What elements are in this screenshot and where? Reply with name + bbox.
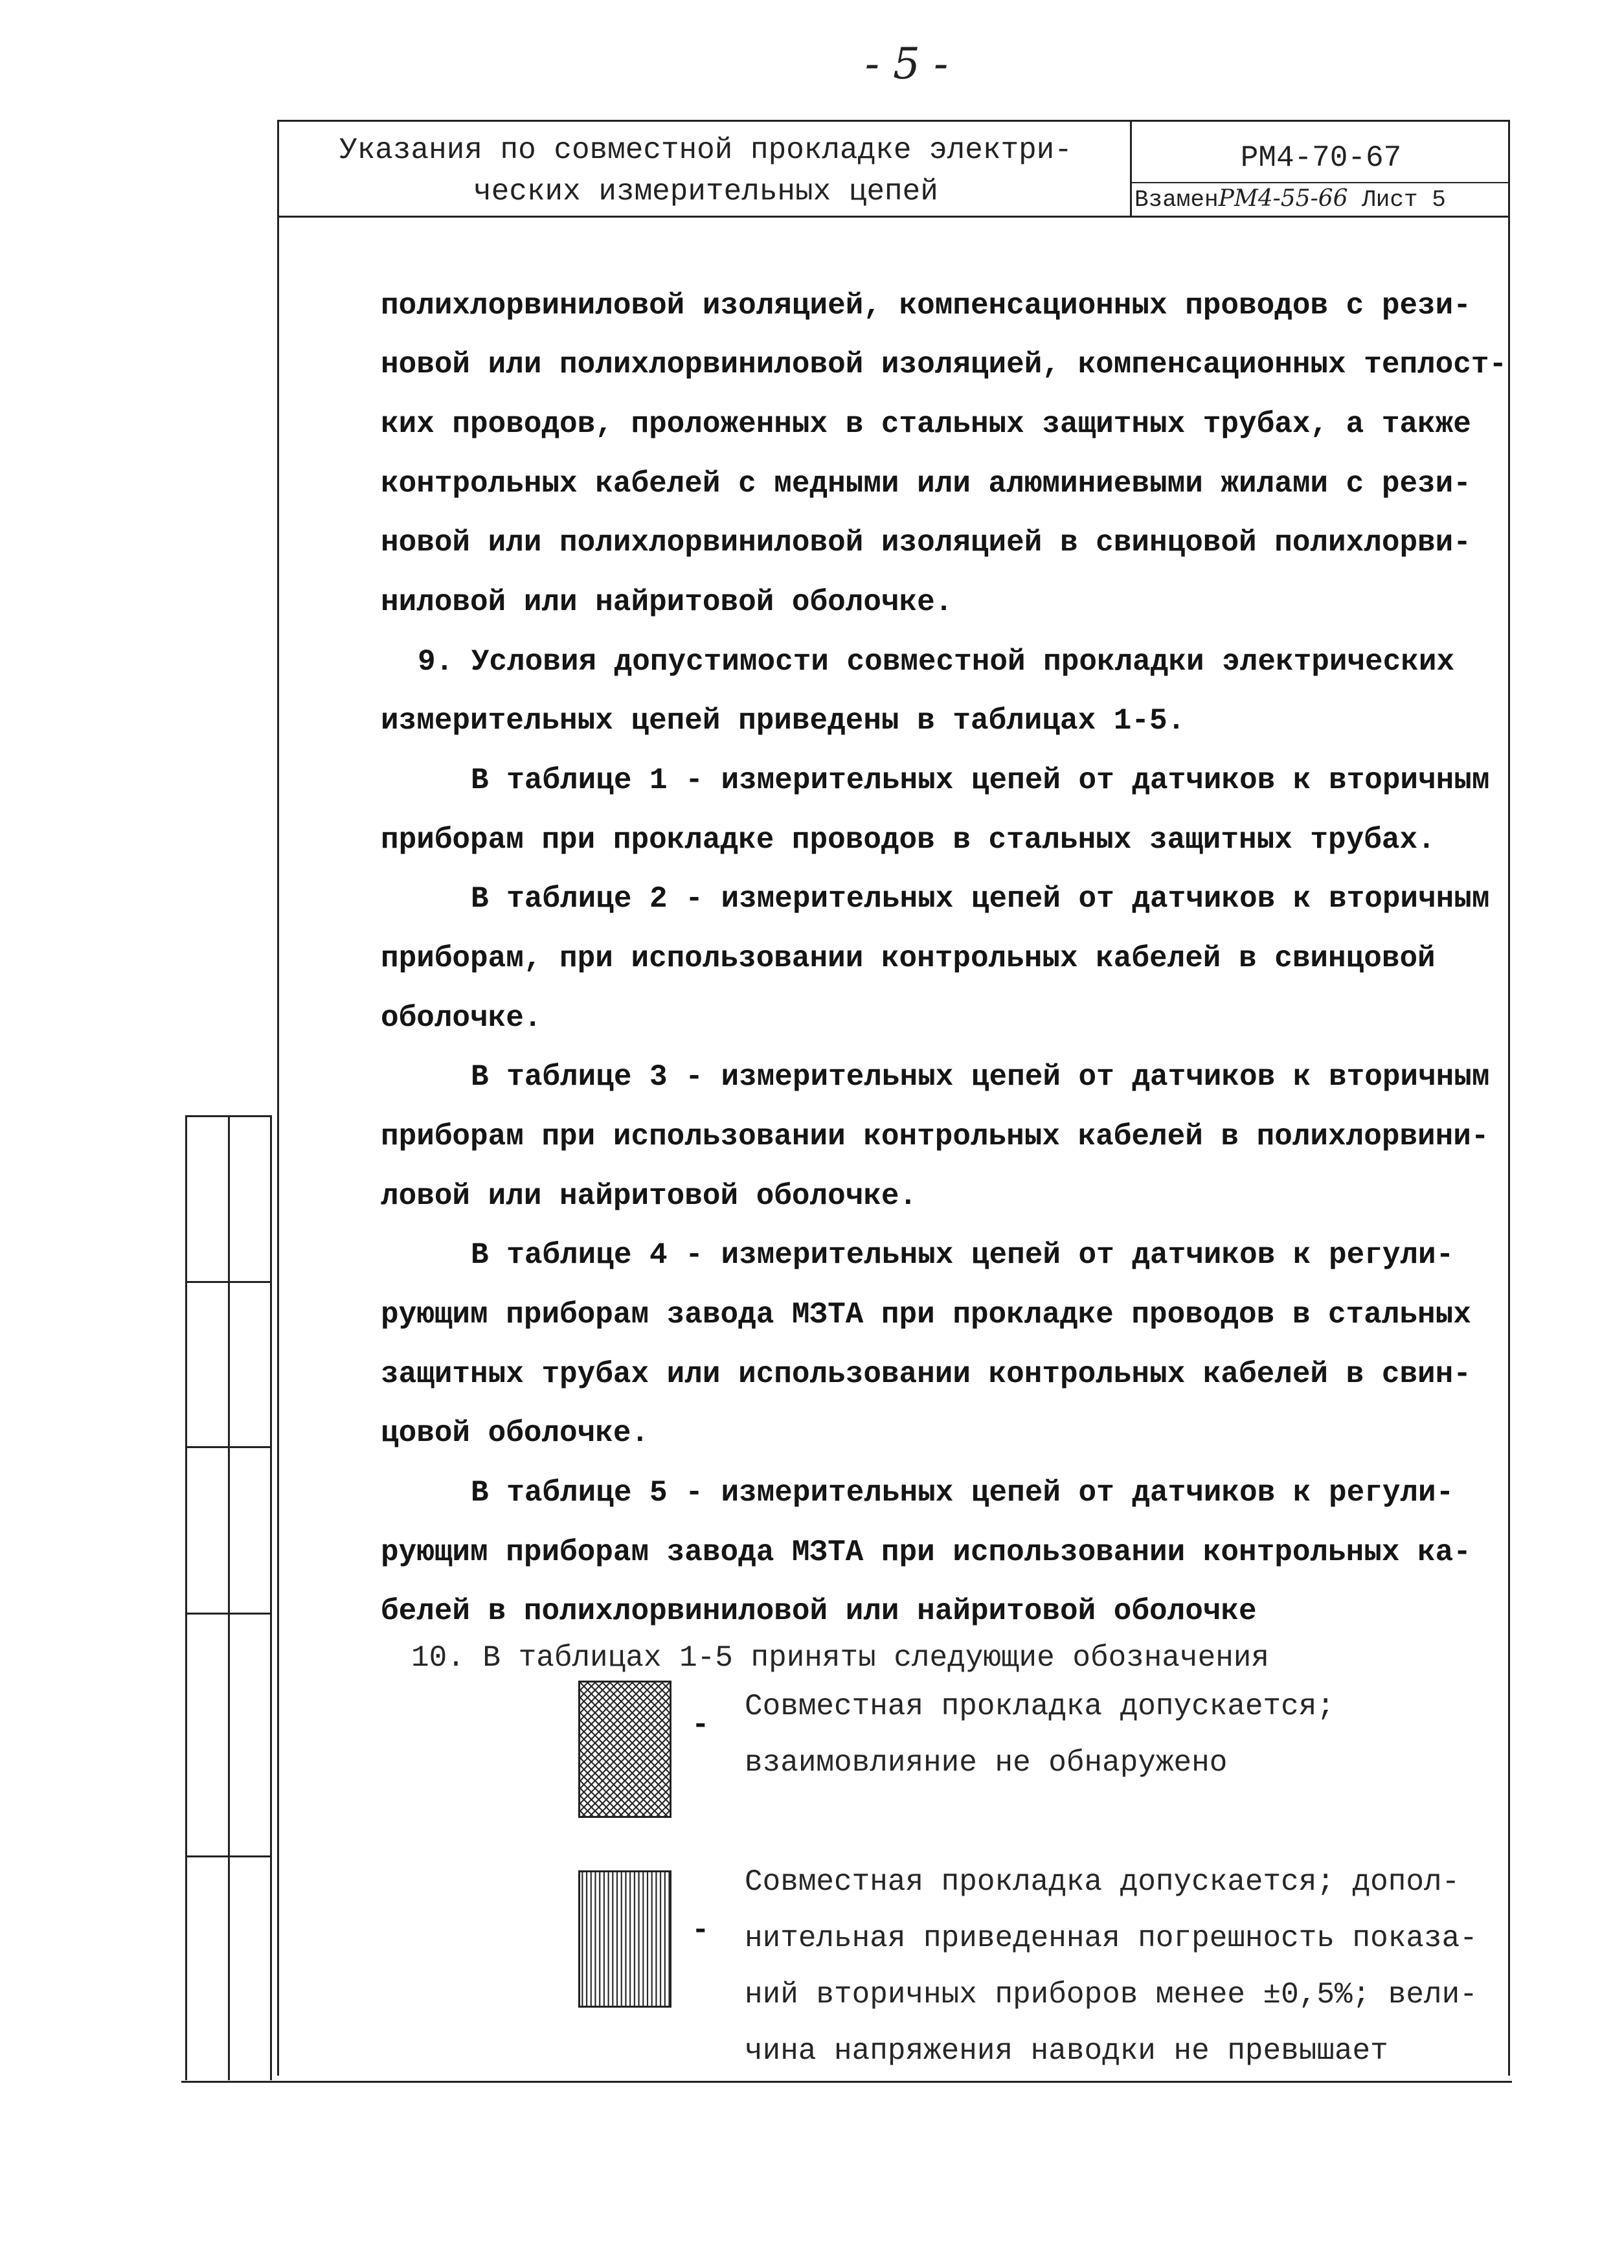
text-line: рующим приборам завода МЗТА при использовании контрольных ка- [381, 1536, 1471, 1569]
legend-text-line: Совместная прокладка допускается; допол- [745, 1865, 1460, 1899]
legend-text-line: Совместная прокладка допускается; [745, 1690, 1335, 1723]
legend-text-line: нительная приведенная погрешность показа- [745, 1922, 1478, 1955]
page-number: - 5 - [864, 39, 949, 89]
text-line: ниловой или найритовой оболочке. [381, 585, 953, 619]
text-line: приборам при прокладке проводов в стальных защитных трубах. [381, 823, 1436, 857]
side-stamp-row [185, 1446, 272, 1448]
text-line: рующим приборам завода МЗТА при прокладке проводов в стальных [381, 1298, 1471, 1332]
text-line: защитных трубах или использовании контрольных кабелей в свин- [381, 1357, 1471, 1391]
header-title-line-1: Указания по совместной прокладке электри- [339, 133, 1072, 167]
text-line: контрольных кабелей с медными или алюминиевыми жилами с рези- [381, 467, 1471, 501]
text-line: В таблице 4 - измерительных цепей от датчиков к регули- [471, 1238, 1454, 1272]
text-line: приборам при использовании контрольных кабелей в полихлорвини- [381, 1120, 1489, 1153]
text-line: новой или полихлорвиниловой изоляцией в свинцовой полихлорви- [381, 526, 1471, 560]
text-line: ловой или найритовой оболочке. [381, 1179, 918, 1213]
text-line: В таблице 1 - измерительных цепей от датчиков к вторичным [471, 764, 1490, 797]
text-line: полихлорвиниловой изоляцией, компенсационных проводов с рези- [381, 289, 1471, 323]
text-line: В таблице 3 - измерительных цепей от датчиков к вторичным [471, 1060, 1490, 1094]
vertical-hatch-pattern-icon [578, 1870, 671, 2008]
header-title [291, 130, 1120, 212]
text-line: измерительных цепей приведены в таблицах 1-5. [381, 704, 1186, 738]
text-line: 9. Условия допустимости совместной прокладки электрических [418, 645, 1455, 679]
side-stamp-row [185, 1855, 272, 1857]
text-line: приборам, при использовании контрольных кабелей в свинцовой [381, 942, 1436, 975]
frame-bottom-line [181, 2081, 1512, 2083]
text-line: 10. В таблицах 1-5 приняты следующие обозначения [411, 1641, 1270, 1675]
legend-dash: - [692, 1914, 710, 1947]
text-line: В таблице 2 - измерительных цепей от датчиков к вторичным [471, 882, 1490, 916]
header-title-line-2: ческих измерительных цепей [473, 175, 938, 209]
side-stamp-divider [228, 1115, 230, 2080]
side-stamp-row [185, 1613, 272, 1615]
replaces-label: Взамен [1134, 187, 1219, 213]
legend-text-line: взаимовлияние не обнаружено [745, 1746, 1228, 1780]
header-divider [277, 216, 1510, 218]
text-line: ких проводов, проложенных в стальных защитных трубах, а также [381, 407, 1471, 441]
header-subline [1130, 182, 1510, 183]
crosshatch-pattern-icon [578, 1681, 671, 1818]
doc-code: РМ4-70-67 [1240, 141, 1402, 175]
legend-text-line: чина напряжения наводки не превышает [745, 2034, 1388, 2068]
replaces-field [1134, 185, 1510, 213]
header-vertical-divider [1130, 120, 1132, 217]
text-line: цовой оболочке. [381, 1416, 649, 1450]
replaces-doc: РМ4-55-66 [1218, 185, 1348, 212]
text-line: белей в полихлорвиниловой или найритовой оболочке [381, 1594, 1257, 1628]
text-line: В таблице 5 - измерительных цепей от датчиков к регули- [471, 1476, 1454, 1510]
text-line: оболочке. [381, 1001, 542, 1035]
legend-dash: - [692, 1708, 710, 1742]
side-stamp-row [185, 1281, 272, 1283]
text-line: новой или полихлорвиниловой изоляцией, компенсационных теплост- [381, 348, 1507, 381]
legend-text-line: ний вторичных приборов менее ±0,5%; вели- [745, 1978, 1478, 2012]
side-stamp-row [185, 1115, 272, 1117]
sheet-label: Лист 5 [1362, 187, 1446, 213]
